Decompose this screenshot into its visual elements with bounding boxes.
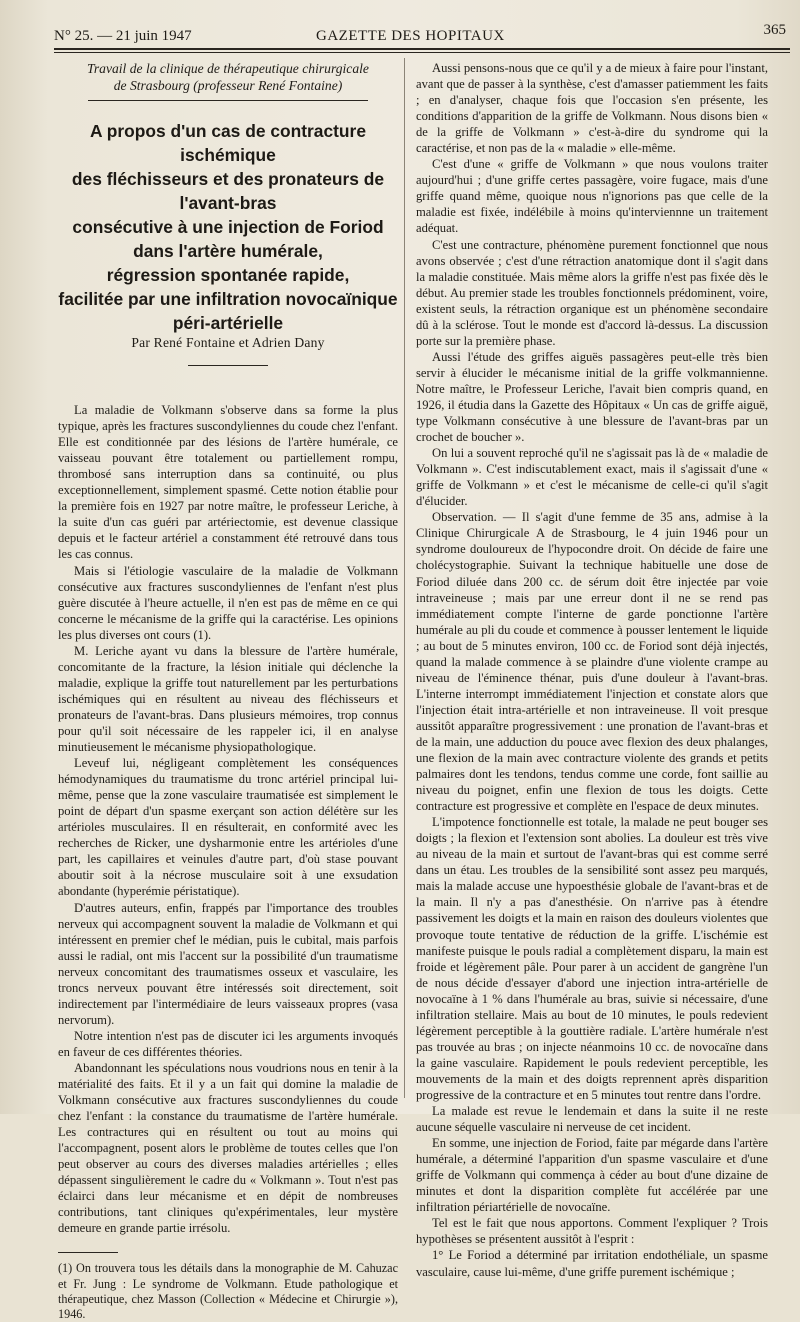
title-line: dans l'artère humérale, bbox=[133, 241, 323, 261]
title-line: régression spontanée rapide, bbox=[106, 265, 350, 285]
footnote-rule bbox=[58, 1252, 118, 1253]
title-line: A propos d'un cas de contracture ischémique bbox=[90, 121, 366, 165]
left-column bbox=[58, 60, 398, 1322]
title-line: des fléchisseurs et des pronateurs de l'avant-bras bbox=[71, 169, 385, 213]
paragraph: Mais si l'étiologie vasculaire de la maladie de Volkmann consécutive aux fractures suscondyliennes de l'enfant n'est plus guère discutée à l'heure actuelle, il n'en est pas de même en ce qui concerne le mécanisme de la griffe qui la caractérise. Les opinions les plus diverses ont cours (1). bbox=[58, 563, 398, 642]
paragraph: Aussi l'étude des griffes aiguës passagères peut-elle très bien servir à élucider le mécanisme initial de la griffe volkmannienne. Notre maître, le Professeur Leriche, l'avait bien compris quand, en 1926, il étudia dans la Gazette des Hôpitaux « Un cas de griffe aiguë, type Volkmann consécutive à une blessure de l'avant-bras par un crochet de boucher ». bbox=[416, 349, 768, 445]
header-rule bbox=[54, 48, 790, 50]
page-number: 365 bbox=[763, 22, 786, 38]
paragraph: Aussi pensons-nous que ce qu'il y a de mieux à faire pour l'instant, avant que de passer à la synthèse, c'est d'amasser patiemment les faits ; en d'analyser, chaque fois que l'occasion s'en présente, les conditions d'apparition de la griffe de Volkmann. Nous disons bien « de la griffe de Volkmann » c'est-à-dire du syndrome qui la caractérise, et non pas de la « maladie » elle-même. bbox=[416, 61, 768, 156]
title-line: facilitée par une infiltration novocaïnique bbox=[58, 289, 398, 309]
department-line-1: Travail de la clinique de thérapeutique chirurgicale bbox=[87, 61, 369, 76]
title-line: consécutive à une injection de Foriod bbox=[72, 217, 384, 237]
paragraph: Observation. — Il s'agit d'une femme de 35 ans, admise à la Clinique Chirurgicale A de Strasbourg, le 4 juin 1946 pour un syndrome douloureux de l'hypocondre droit. On décide de faire une cholécystographie. Suivant la technique habituelle une dose de Foriod diluée dans 200 cc. de sérum doit être injectée par voie intraveineuse ; mais par une erreur dont il ne se rend pas immédiatement compte l'interne de garde ponctionne l'artère humérale au pli du coude et commence à pousser lentement le liquide ; au bout de 5 minutes environ, 100 cc. de Foriod sont déjà injectés, quand la malade commence à se plaindre d'une violente crampe au niveau de l'éminence thénar, puis d'une douleur à l'avant-bras. L'interne interrompt immédiatement l'injection et constate alors que l'injection était intra-artérielle et non intraveineuse. Il voit presque aussitôt apparaître progressivement : une pronation de l'avant-bras et de la main, une adduction du pouce avec flexion des deux phalanges, une flexion de la main avec contracture violente des grands et petits palmaires dont les tendons, tendus comme une corde, font saillie au niveau du poignet, enfin une flexion de tous les doigts. Cette contracture est progressive et complète en l'espace de deux minutes. bbox=[416, 510, 768, 814]
paragraph: L'impotence fonctionnelle est totale, la malade ne peut bouger ses doigts ; la flexion et l'extension sont abolies. La douleur est très vive au niveau de la main et surtout de l'avant-bras qui est comme serré dans un étau. Les troubles de la sensibilité sont assez peu marqués, mais la malade accuse une hypoesthésie globale de l'avant-bras et de la main. Il n'y a pas d'anesthésie. On n'arrive pas à étendre passivement les doigts et la main en raison des douleurs violentes que provoque toute tentative de réduction de la griffe. L'ischémie est manifeste puisque le pouls radial a complètement disparu, la main est froide et légèrement pâle. Pour parer à un accident de gangrène l'un de nous décide d'essayer d'abord une injection intra-artérielle de novocaïne à 1 % dans l'humérale au bras, suivie si nécessaire, d'une infiltration stellaire. Mais au bout de 10 minutes, le pouls redevient légèrement perceptible à la gouttière radiale. L'artère humérale n'est pas trouvée au bras ; on injecte néanmoins 10 cc. de novocaïne dans la gaine vasculaire. Rapidement le pouls redevient perceptible, les mouvements de la main et des doigts reprennent après disparition progressive de la contracture et en 5 minutes tout rentre dans l'ordre. bbox=[416, 815, 768, 1102]
header-rule-thin bbox=[54, 52, 790, 53]
separator bbox=[188, 365, 268, 366]
title-line: péri-artérielle bbox=[172, 313, 284, 333]
left-body bbox=[58, 402, 398, 1236]
paragraph: Notre intention n'est pas de discuter ici les arguments invoqués en faveur de ces différentes théories. bbox=[58, 1028, 398, 1059]
department-line-2: de Strasbourg (professeur René Fontaine) bbox=[113, 78, 343, 93]
authors: Par René Fontaine et Adrien Dany bbox=[131, 335, 325, 350]
paragraph: Tel est le fait que nous apportons. Comment l'expliquer ? Trois hypothèses se présentent aussitôt à l'esprit : bbox=[416, 1216, 768, 1247]
department-line bbox=[58, 60, 398, 94]
issue-date: N° 25. — 21 juin 1947 bbox=[54, 28, 192, 44]
paragraph: En somme, une injection de Foriod, faite par mégarde dans l'artère humérale, a déterminé l'apparition d'un spasme vasculaire et d'une griffe de Volkmann qui commença à céder au bout d'une dizaine de minutes et dont la disparition complète fut accélérée par une infiltration périartérielle de novocaïne. bbox=[416, 1136, 768, 1215]
paragraph: C'est une contracture, phénomène purement fonctionnel que nous avons observée ; c'est d'une rétraction anatomique dont il s'agit dans la maladie constituée. Mais même alors la griffe n'est pas fixée dès le début. Au premier stade les troubles fonctionnels prédominent, voire, existent seuls, la rétraction organique est un phénomène secondaire dû à la sclérose. Tout le monde est d'accord là-dessus. La discussion porte sur la première phase. bbox=[416, 237, 768, 348]
column-divider bbox=[404, 58, 405, 1098]
paragraph: Abandonnant les spéculations nous voudrions nous en tenir à la matérialité des faits. Et il y a un fait qui domine la maladie de Volkmann consécutive aux fractures suscondyliennes du coude chez l'enfant : la constance du traumatisme de l'artère humérale. Les contractures qui en résultent ou tout au moins qui l'accompagnent, posent alors le problème de toutes celles que l'on peut observer au cours des diverses maladies artérielles ; elles dépassent singulièrement le cadre du « Volkmann ». Tout n'est pas éclairci dans leur mécanisme et en dépit de nombreuses contributions, tant cliniques qu'expérimentales, leur mystère demeure en grande partie irrésolu. bbox=[58, 1060, 398, 1236]
paragraph: 1° Le Foriod a déterminé par irritation endothéliale, un spasme vasculaire, cause lui-même, d'une griffe purement ischémique ; bbox=[416, 1248, 768, 1279]
right-column bbox=[416, 60, 768, 1280]
paragraph: M. Leriche ayant vu dans la blessure de l'artère humérale, concomitante de la fracture, la lésion initiale qui déclenche la maladie, explique la griffe tout naturellement par les perturbations ischémiques qui en résultent au niveau des fléchisseurs et pronateurs de l'avant-bras. Dans plusieurs mémoires, trop connus pour qu'il soit nécessaire de les rappeler ici, il en analyse minutieusement le mécanisme physiopathologique. bbox=[58, 643, 398, 755]
paragraph: La malade est revue le lendemain et dans la suite il ne reste aucune séquelle vasculaire ni nerveuse de cet incident. bbox=[416, 1104, 768, 1135]
journal-title: GAZETTE DES HOPITAUX bbox=[316, 28, 505, 44]
paragraph: C'est d'une « griffe de Volkmann » que nous voulons traiter aujourd'hui ; d'une griffe certes passagère, voire fugace, mais d'une griffe quand même, quoique nous n'ignorions pas que celle de la maladie est fixée, indélébile à moins qu'interviennne un traitement adéquat. bbox=[416, 157, 768, 236]
paragraph: Leveuf lui, négligeant complètement les conséquences hémodynamiques du traumatisme du tronc artériel principal lui-même, pense que la zone vasculaire traumatisée est simplement le point de départ d'un spasme exerçant son action délétère sur les artérioles musculaires. Il en résulterait, en conformité avec les recherches de Ricker, une dysharmonie entre les artérioles d'une part, les capillaires et veinules d'autre part, d'où stase pouvant aboutir soit à la nécrose musculaire soit à une exsudation abondante (hyperémie péristatique). bbox=[58, 756, 398, 899]
paragraph: On lui a souvent reproché qu'il ne s'agissait pas là de « maladie de Volkmann ». C'est indiscutablement exact, mais il s'agissait d'une « griffe de Volkmann » et c'est le mécanisme de celle-ci qu'il s'agit d'élucider. bbox=[416, 446, 768, 509]
article-title bbox=[58, 119, 398, 335]
paragraph: La maladie de Volkmann s'observe dans sa forme la plus typique, après les fractures suscondyliennes du coude chez l'enfant. Elle est conditionnée par des lésions de l'artère humérale, ce vaisseau pouvant être totalement ou partiellement rompu, thrombosé sans interruption dans sa continuité, ou plus exceptionnellement, simplement spasmé. Cette notion établie pour la première fois en 1927 par notre maître, le professeur Leriche, à la suite d'un cas guéri par artériectomie, est devenue classique depuis et le facteur artériel a constamment été retrouvé dans tous les cas connus. bbox=[58, 403, 398, 562]
separator bbox=[88, 100, 368, 101]
running-header bbox=[54, 22, 790, 46]
paragraph: D'autres auteurs, enfin, frappés par l'importance des troubles nerveux qui accompagnent souvent la maladie de Volkmann et qui intéressent en premier chef le médian, puis le cubital, mais parfois aussi le radial, ont mis l'accent sur la possibilité d'un traumatisme nerveux concomitant des traumatismes osseux et vasculaire, les troncs nerveux pouvant être intéressés soit directement, soit indirectement par l'intermédiaire de leurs vaisseaux propres (vasa nervorum). bbox=[58, 900, 398, 1027]
footnote: (1) On trouvera tous les détails dans la monographie de M. Cahuzac et Fr. Jung : Le syndrome de Volkmann. Etude pathologique et thérapeutique, chez Masson (Collection « Médecine et Chirurgie »), 1946. bbox=[58, 1261, 398, 1322]
